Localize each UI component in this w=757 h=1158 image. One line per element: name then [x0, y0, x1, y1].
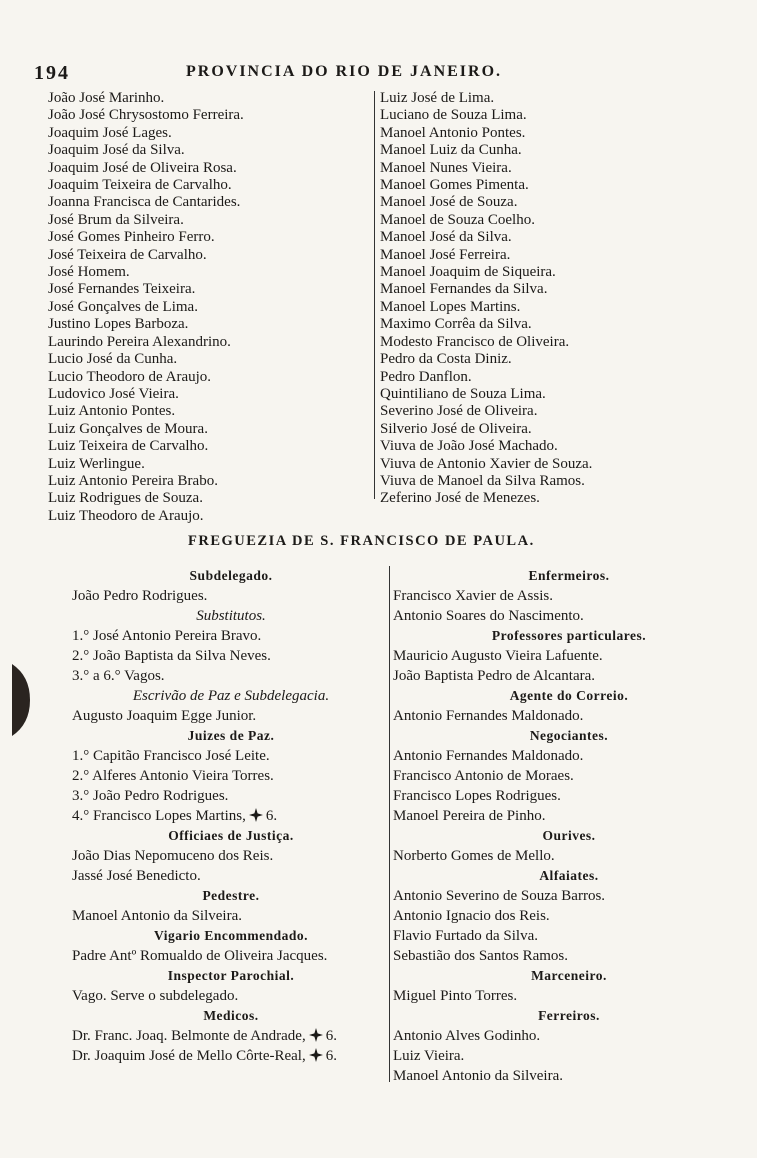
section-heading [72, 1006, 390, 1026]
section-heading [72, 726, 390, 746]
item-text: Agente do Correio. [509, 688, 629, 703]
list-item [72, 1026, 390, 1046]
item-text: Subdelegado. [189, 568, 273, 583]
list-item: Luiz Werlingue. [48, 455, 145, 472]
list-item [72, 666, 390, 686]
section-heading [393, 686, 745, 706]
list-item: Lucio Theodoro de Araujo. [48, 368, 212, 385]
list-item [72, 1046, 390, 1066]
item-text: João Pedro Rodrigues. [72, 588, 208, 604]
list-item [393, 1026, 745, 1046]
list-item: Luiz Rodrigues de Souza. [48, 490, 203, 507]
list-item: Luiz Antonio Pontes. [48, 403, 176, 420]
item-text: Marceneiro. [531, 968, 607, 983]
item-text: Flavio Furtado da Silva. [393, 928, 538, 944]
item-text: Alfaiates. [539, 868, 599, 883]
list-item [72, 846, 390, 866]
list-item: Silverio José de Oliveira. [380, 420, 532, 437]
item-text: Substitutos. [196, 608, 266, 624]
list-item: José Brum da Silveira. [48, 211, 184, 228]
list-item: José Gomes Pinheiro Ferro. [48, 229, 215, 246]
list-item: Joaquim Teixeira de Carvalho. [48, 177, 232, 194]
list-item [393, 1046, 745, 1066]
item-text: Antonio Fernandes Maldonado. [393, 708, 584, 724]
list-item: José Gonçalves de Lima. [48, 298, 198, 315]
section-heading [393, 626, 745, 646]
page-edge-mark [8, 660, 34, 740]
item-text: Pedestre. [202, 888, 260, 903]
section-subheading [72, 606, 390, 626]
list-item [393, 1066, 745, 1086]
order-cross-icon [309, 1028, 323, 1042]
item-text: Manoel Antonio da Silveira. [393, 1068, 563, 1084]
list-item: Joaquim José da Silva. [48, 142, 185, 159]
item-text: Dr. Franc. Joaq. Belmonte de Andrade, [72, 1028, 306, 1044]
list-item [393, 646, 745, 666]
list-item [72, 906, 390, 926]
section-heading [393, 566, 745, 586]
list-item: Manoel de Souza Coelho. [380, 211, 535, 228]
item-text: Escrivão de Paz e Subdelegacia. [132, 688, 330, 704]
item-text: 3.° a 6.° Vagos. [72, 668, 165, 684]
list-item: Luiz Antonio Pereira Brabo. [48, 472, 218, 489]
item-text: Juizes de Paz. [187, 728, 275, 743]
list-item [393, 746, 745, 766]
list-item: Severino José de Oliveira. [380, 403, 538, 420]
list-item: Manoel Fernandes da Silva. [380, 281, 548, 298]
list-item: Maximo Corrêa da Silva. [380, 316, 532, 333]
list-item [393, 586, 745, 606]
list-item: Luiz Gonçalves de Moura. [48, 420, 208, 437]
item-text: João Baptista Pedro de Alcantara. [393, 668, 596, 684]
order-number: 6. [325, 1048, 337, 1064]
list-item [72, 946, 390, 966]
list-item [393, 606, 745, 626]
list-item: Luiz José de Lima. [380, 90, 495, 106]
list-item [72, 746, 390, 766]
item-text: 2.° João Baptista da Silva Neves. [72, 648, 271, 664]
right-column [393, 566, 745, 1086]
list-item: Manoel José Ferreira. [380, 246, 511, 263]
list-item: Justino Lopes Barboza. [48, 316, 189, 333]
list-item [393, 986, 745, 1006]
list-item [72, 866, 390, 886]
item-text: Antonio Alves Godinho. [393, 1028, 541, 1044]
list-item [393, 766, 745, 786]
section-heading [72, 926, 390, 946]
list-item [72, 766, 390, 786]
item-text: 4.° Francisco Lopes Martins, [72, 808, 246, 824]
section-heading [393, 866, 745, 886]
section-heading [72, 966, 390, 986]
list-item [393, 706, 745, 726]
list-item: João José Marinho. [48, 90, 165, 106]
left-column [72, 566, 390, 1066]
item-text: Miguel Pinto Torres. [393, 988, 518, 1004]
list-item: Luiz Teixeira de Carvalho. [48, 438, 209, 455]
item-text: 1.° José Antonio Pereira Bravo. [72, 628, 262, 644]
item-text: Medicos. [203, 1008, 259, 1023]
item-text: Francisco Xavier de Assis. [393, 588, 553, 604]
item-text: Ferreiros. [538, 1008, 600, 1023]
list-item: Laurindo Pereira Alexandrino. [48, 333, 231, 350]
item-text: Dr. Joaquim José de Mello Côrte-Real, [72, 1048, 306, 1064]
item-text: João Dias Nepomuceno dos Reis. [72, 848, 274, 864]
list-item: Luciano de Souza Lima. [380, 107, 527, 124]
list-item [393, 926, 745, 946]
order-number: 6. [265, 808, 278, 824]
item-text: Francisco Antonio de Moraes. [393, 768, 574, 784]
item-text: Vago. Serve o subdelegado. [72, 988, 239, 1004]
list-item: Ludovico José Vieira. [48, 385, 179, 402]
top-left-list [48, 90, 368, 525]
list-item [393, 846, 745, 866]
list-item: Luiz Theodoro de Araujo. [48, 507, 204, 524]
list-item: Manoel Gomes Pimenta. [380, 177, 529, 194]
section-heading [72, 826, 390, 846]
list-item: Joaquim José Lages. [48, 124, 172, 141]
item-text: Jassé José Benedicto. [72, 868, 201, 884]
item-text: Manoel Antonio da Silveira. [72, 908, 242, 924]
order-cross-icon [249, 808, 263, 822]
list-item: Joanna Francisca de Cantarides. [48, 194, 241, 211]
order-cross-icon [309, 1048, 323, 1062]
item-text: Ourives. [542, 828, 596, 843]
list-item: Manoel Luiz da Cunha. [380, 142, 522, 159]
list-item [72, 786, 390, 806]
list-item [72, 986, 390, 1006]
section-heading [393, 826, 745, 846]
item-text: Luiz Vieira. [393, 1048, 465, 1064]
list-item: Joaquim José de Oliveira Rosa. [48, 159, 237, 176]
section-subheading [72, 686, 390, 706]
item-text: Padre Antº Romualdo de Oliveira Jacques. [72, 948, 328, 964]
item-text: Antonio Soares do Nascimento. [393, 608, 584, 624]
section-title: FREGUEZIA DE S. FRANCISCO DE PAULA. [188, 533, 535, 549]
item-text: 1.° Capitão Francisco José Leite. [72, 748, 270, 764]
list-item: Zeferino José de Menezes. [380, 490, 540, 507]
item-text: Augusto Joaquim Egge Junior. [72, 708, 257, 724]
list-item [393, 786, 745, 806]
list-item [72, 806, 390, 826]
running-head: PROVINCIA DO RIO DE JANEIRO. [186, 63, 503, 80]
item-text: Enfermeiros. [528, 568, 610, 583]
list-item: Manoel José da Silva. [380, 229, 512, 246]
list-item: Manoel Joaquim de Siqueira. [380, 264, 556, 281]
list-item: Manoel José de Souza. [380, 194, 518, 211]
list-item: José Fernandes Teixeira. [48, 281, 196, 298]
list-item [72, 586, 390, 606]
page-number: 194 [34, 62, 70, 84]
list-item: José Homem. [48, 264, 130, 281]
column-rule-top [374, 91, 375, 499]
item-text: Negociantes. [529, 728, 609, 743]
section-heading [72, 886, 390, 906]
list-item: Pedro da Costa Diniz. [380, 351, 512, 368]
list-item [72, 646, 390, 666]
item-text: Manoel Pereira de Pinho. [393, 808, 546, 824]
list-item: Viuva de João José Machado. [380, 438, 558, 455]
list-item: Lucio José da Cunha. [48, 351, 178, 368]
item-text: Norberto Gomes de Mello. [393, 848, 555, 864]
list-item [393, 886, 745, 906]
item-text: 3.° João Pedro Rodrigues. [72, 788, 229, 804]
top-right-list [380, 90, 740, 508]
section-heading [393, 726, 745, 746]
list-item: Viuva de Antonio Xavier de Souza. [380, 455, 593, 472]
list-item: Pedro Danflon. [380, 368, 472, 385]
item-text: Inspector Parochial. [167, 968, 295, 983]
section-heading [72, 566, 390, 586]
list-item: Viuva de Manoel da Silva Ramos. [380, 472, 585, 489]
section-heading [393, 966, 745, 986]
column-rule-bottom [389, 566, 390, 1082]
item-text: Sebastião dos Santos Ramos. [393, 948, 568, 964]
list-item: João José Chrysostomo Ferreira. [48, 107, 244, 124]
order-number: 6. [325, 1028, 337, 1044]
list-item: Manoel Nunes Vieira. [380, 159, 512, 176]
list-item: Quintiliano de Souza Lima. [380, 385, 546, 402]
item-text: Antonio Severino de Souza Barros. [393, 888, 606, 904]
list-item [393, 666, 745, 686]
list-item: Manoel Lopes Martins. [380, 298, 521, 315]
item-text: Antonio Fernandes Maldonado. [393, 748, 584, 764]
list-item: Modesto Francisco de Oliveira. [380, 333, 570, 350]
item-text: Antonio Ignacio dos Reis. [393, 908, 550, 924]
list-item [72, 706, 390, 726]
section-heading [393, 1006, 745, 1026]
list-item [393, 906, 745, 926]
item-text: 2.° Alferes Antonio Vieira Torres. [72, 768, 274, 784]
item-text: Officiaes de Justiça. [168, 828, 294, 843]
list-item: Manoel Antonio Pontes. [380, 124, 526, 141]
list-item [393, 806, 745, 826]
list-item [72, 626, 390, 646]
item-text: Francisco Lopes Rodrigues. [393, 788, 561, 804]
list-item [393, 946, 745, 966]
item-text: Mauricio Augusto Vieira Lafuente. [393, 648, 603, 664]
item-text: Vigario Encommendado. [153, 928, 308, 943]
item-text: Professores particulares. [491, 628, 647, 643]
list-item: José Teixeira de Carvalho. [48, 246, 207, 263]
